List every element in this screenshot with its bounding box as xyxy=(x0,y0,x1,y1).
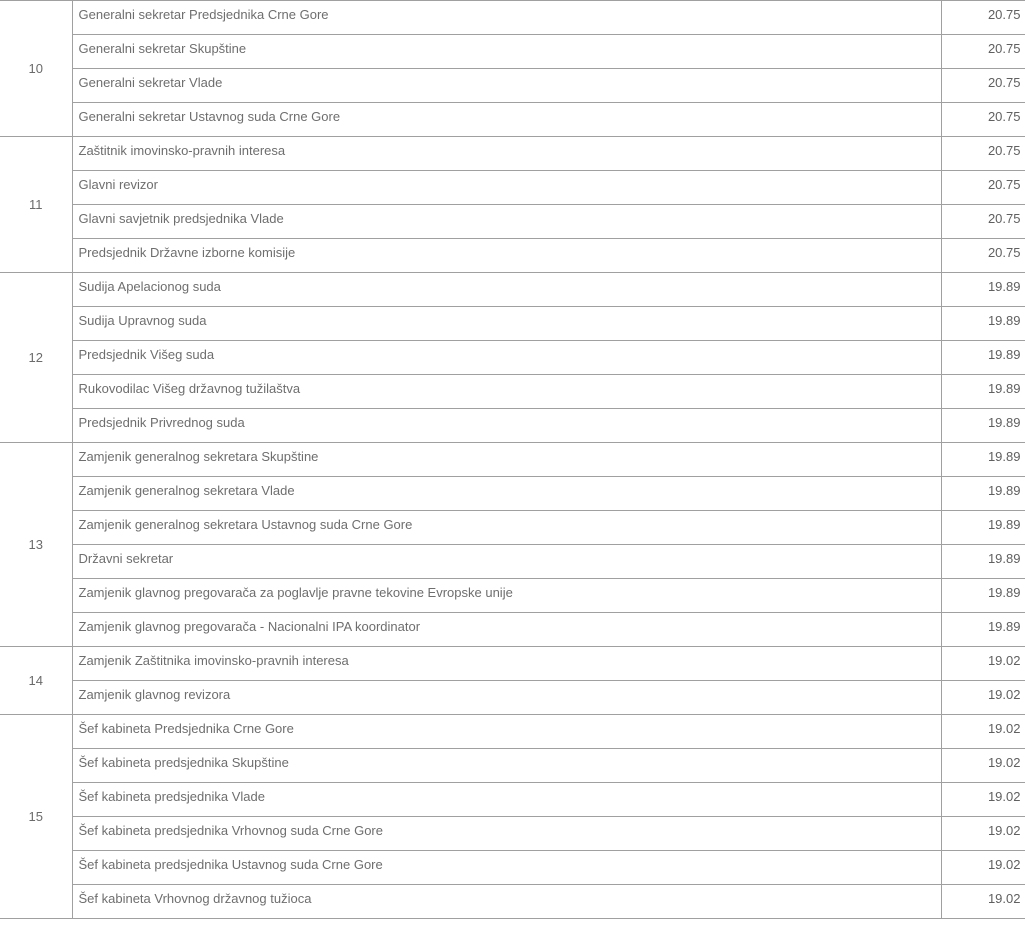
table-row xyxy=(0,817,1025,851)
position-title-cell: Generalni sekretar Vlade xyxy=(72,69,941,103)
coefficient-value-cell: 19.89 xyxy=(941,579,1025,613)
coefficient-value-cell: 19.89 xyxy=(941,409,1025,443)
position-title-cell: Rukovodilac Višeg državnog tužilaštva xyxy=(72,375,941,409)
coefficient-value-cell: 20.75 xyxy=(941,1,1025,35)
position-title-cell: Zamjenik generalnog sekretara Ustavnog suda Crne Gore xyxy=(72,511,941,545)
table-row xyxy=(0,579,1025,613)
coefficient-value-cell: 19.89 xyxy=(941,307,1025,341)
table-row xyxy=(0,715,1025,749)
table-row xyxy=(0,341,1025,375)
table-row xyxy=(0,613,1025,647)
position-title-cell: Zamjenik glavnog revizora xyxy=(72,681,941,715)
coefficient-value-cell: 19.89 xyxy=(941,341,1025,375)
table-row xyxy=(0,239,1025,273)
table-row xyxy=(0,103,1025,137)
position-title-cell: Predsjednik Državne izborne komisije xyxy=(72,239,941,273)
coefficient-value-cell: 19.89 xyxy=(941,375,1025,409)
group-rank-cell: 13 xyxy=(0,443,72,647)
coefficient-value-cell: 19.02 xyxy=(941,681,1025,715)
table-row xyxy=(0,205,1025,239)
group-rank-cell: 11 xyxy=(0,137,72,273)
table-row xyxy=(0,273,1025,307)
position-title-cell: Generalni sekretar Skupštine xyxy=(72,35,941,69)
group-rank-cell: 14 xyxy=(0,647,72,715)
table-row xyxy=(0,885,1025,919)
coefficient-value-cell: 20.75 xyxy=(941,137,1025,171)
position-title-cell: Generalni sekretar Predsjednika Crne Gore xyxy=(72,1,941,35)
coefficient-value-cell: 19.02 xyxy=(941,749,1025,783)
position-title-cell: Šef kabineta predsjednika Skupštine xyxy=(72,749,941,783)
coefficient-value-cell: 19.02 xyxy=(941,851,1025,885)
position-title-cell: Zamjenik generalnog sekretara Skupštine xyxy=(72,443,941,477)
position-title-cell: Predsjednik Višeg suda xyxy=(72,341,941,375)
position-title-cell: Šef kabineta predsjednika Vrhovnog suda Crne Gore xyxy=(72,817,941,851)
table-row xyxy=(0,443,1025,477)
table-row xyxy=(0,1,1025,35)
position-title-cell: Glavni savjetnik predsjednika Vlade xyxy=(72,205,941,239)
group-rank-cell: 12 xyxy=(0,273,72,443)
group-rank-cell: 15 xyxy=(0,715,72,919)
table-row xyxy=(0,851,1025,885)
coefficient-value-cell: 19.02 xyxy=(941,647,1025,681)
group-rank-cell: 10 xyxy=(0,1,72,137)
position-title-cell: Glavni revizor xyxy=(72,171,941,205)
coefficient-value-cell: 19.89 xyxy=(941,545,1025,579)
table-row xyxy=(0,783,1025,817)
position-title-cell: Zamjenik glavnog pregovarača - Nacionalni IPA koordinator xyxy=(72,613,941,647)
position-title-cell: Zamjenik Zaštitnika imovinsko-pravnih interesa xyxy=(72,647,941,681)
position-title-cell: Šef kabineta predsjednika Vlade xyxy=(72,783,941,817)
position-title-cell: Šef kabineta Predsjednika Crne Gore xyxy=(72,715,941,749)
position-title-cell: Zaštitnik imovinsko-pravnih interesa xyxy=(72,137,941,171)
table-row xyxy=(0,545,1025,579)
table-row xyxy=(0,477,1025,511)
coefficient-value-cell: 19.89 xyxy=(941,613,1025,647)
position-title-cell: Sudija Upravnog suda xyxy=(72,307,941,341)
coefficient-value-cell: 19.89 xyxy=(941,511,1025,545)
table-row xyxy=(0,35,1025,69)
coefficient-value-cell: 20.75 xyxy=(941,239,1025,273)
coefficient-value-cell: 20.75 xyxy=(941,35,1025,69)
coefficient-value-cell: 19.02 xyxy=(941,817,1025,851)
table-row xyxy=(0,375,1025,409)
table-row xyxy=(0,69,1025,103)
coefficient-value-cell: 20.75 xyxy=(941,103,1025,137)
table-row xyxy=(0,307,1025,341)
coefficient-value-cell: 19.02 xyxy=(941,715,1025,749)
position-title-cell: Generalni sekretar Ustavnog suda Crne Gore xyxy=(72,103,941,137)
table-body xyxy=(0,1,1025,919)
table-row xyxy=(0,409,1025,443)
coefficient-value-cell: 19.89 xyxy=(941,477,1025,511)
table-row xyxy=(0,171,1025,205)
position-title-cell: Sudija Apelacionog suda xyxy=(72,273,941,307)
coefficient-value-cell: 19.02 xyxy=(941,783,1025,817)
table-row xyxy=(0,647,1025,681)
position-title-cell: Zamjenik generalnog sekretara Vlade xyxy=(72,477,941,511)
table-row xyxy=(0,137,1025,171)
table-row xyxy=(0,749,1025,783)
position-title-cell: Državni sekretar xyxy=(72,545,941,579)
coefficient-value-cell: 19.89 xyxy=(941,443,1025,477)
coefficient-value-cell: 20.75 xyxy=(941,69,1025,103)
position-title-cell: Predsjednik Privrednog suda xyxy=(72,409,941,443)
coefficient-value-cell: 20.75 xyxy=(941,171,1025,205)
table-row xyxy=(0,681,1025,715)
position-title-cell: Zamjenik glavnog pregovarača za poglavlje pravne tekovine Evropske unije xyxy=(72,579,941,613)
table-row xyxy=(0,511,1025,545)
coefficient-value-cell: 20.75 xyxy=(941,205,1025,239)
position-title-cell: Šef kabineta Vrhovnog državnog tužioca xyxy=(72,885,941,919)
coefficient-value-cell: 19.89 xyxy=(941,273,1025,307)
position-title-cell: Šef kabineta predsjednika Ustavnog suda Crne Gore xyxy=(72,851,941,885)
coefficient-value-cell: 19.02 xyxy=(941,885,1025,919)
